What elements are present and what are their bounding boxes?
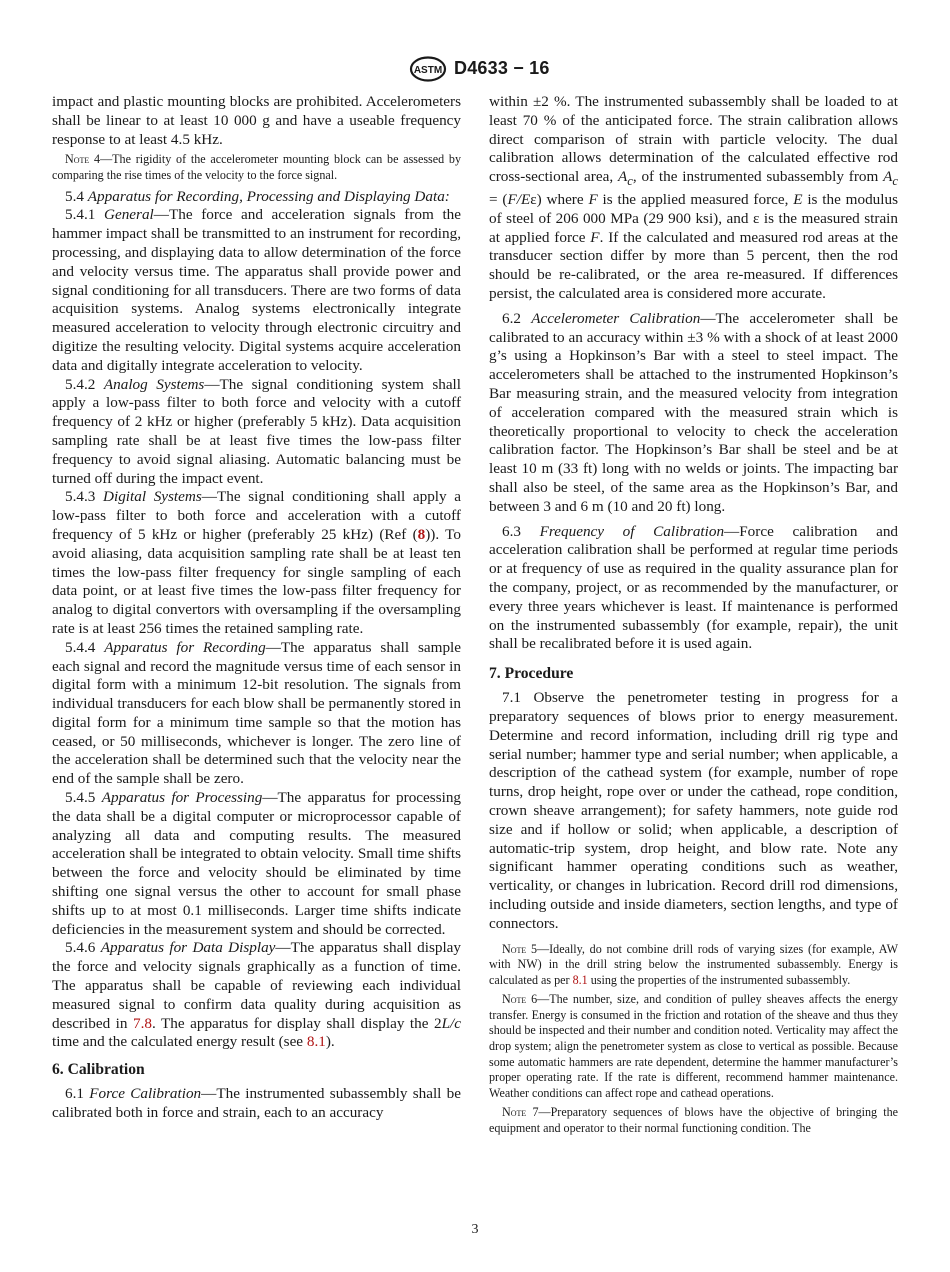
svg-text:ASTM: ASTM [413, 65, 443, 76]
section-5-4: 5.4 Apparatus for Recording, Processing and Displaying Data: [65, 187, 450, 205]
reference-link-8[interactable]: 8 [417, 525, 426, 543]
page-header [0, 56, 950, 86]
section-5-4-2: 5.4.2 Analog Systems—The signal conditioning system shall apply a low-pass filter to both force and velocity with a cutoff frequency of 2 kHz or higher (preferably 5 kHz). Data acquisition sampling rate shall be at least five times the low-pass filter frequency to avoid signal aliasing. Automatic balancing must be turned off during the impact event. [52, 375, 462, 487]
section-5-4-1: 5.4.1 General—The force and acceleration signals from the hammer impact shall be transmitted to an instrument for recording, processing, and displaying data to allow determination of the force and velocity versus time. The apparatus shall provide power and signal conditioning for all transducers. There are two forms of data acquisition systems. Analog systems electronically integrate measured acceleration to velocity through electronic circuitry and digitize the resulting velocity. Digital systems acquire acceleration data and digitally integrate acceleration to velocity. [52, 206, 461, 374]
section-5-4-3: 5.4.3 Digital Systems—The signal conditioning shall apply a low-pass filter to both force and acceleration with a cutoff frequency of 5 kHz or higher (preferably 25 kHz) (Ref (8)). To avoid aliasing, data acquisition sampling rate shall be at least ten times the low-pass filter frequency for single sampling of each data point, or at least five times the low-pass filter frequency for analog to digital convertors with oversampling if the oversampling rate is at least 256 times the retained sampling rate. [52, 488, 461, 637]
section-6-3: 6.3 Frequency of Calibration—Force calibration and acceleration calibration shall be performed at regular time periods or at frequency of use as required in the quality assurance plan for the company, project, or as recommended by the manufacturer, or every three years whichever is least. If maintenance is performed on the instrumented subassembly (for example, repair), the unit shall be recalibrated before it is used again. [489, 522, 899, 653]
cross-reference-8-1[interactable]: 8.1 [572, 972, 588, 987]
section-5-4-6: 5.4.6 Apparatus for Data Display—The apparatus shall display the force and velocity signals graphically as a function of time. The apparatus shall be capable of reviewing each individual measured signal to confirm data quality during acquisition as described in 7.8. The apparatus for display shall display the 2L/c time and the calculated energy result (see 8.1). [52, 939, 462, 1051]
astm-logo [408, 56, 448, 82]
section-6-1: 6.1 Force Calibration—The instrumented subassembly shall be calibrated both in force and strain, each to an accuracy [52, 1085, 461, 1122]
note-5: Note 5—Ideally, do not combine drill rods of varying sizes (for example, AW with NW) in the drill string below the instrumented subassembly. Energy is calculated as per 8.1 using the properties of the instrumented subassembly. [489, 941, 898, 987]
note-4: Note 4—The rigidity of the accelerometer mounting block can be assessed by comparing the rise times of the velocity to the force signal. [52, 152, 461, 182]
paragraph-continued: impact and plastic mounting blocks are prohibited. Accelerometers shall be linear to at least 10 000 g and have a useable frequency response to at least 4.5 kHz. [52, 93, 461, 148]
left-column [52, 93, 461, 1123]
paragraph-continued-6-1: within ±2 %. The instrumented subassembly shall be loaded to at least 70 % of the anticipated force. The strain calibration allows direct comparison of strain with particle velocity. The dual calibration allows determination of the calculated effective rod cross-sectional area, $A_c$, of the instrumented subassembly from $A_c = (F/E\varepsilon)$ where F is the applied measured force, E is the modulus of steel of 206 000 MPa (29 900 ksi), and ε is the measured strain at applied force F. If the calculated and measured rod areas at the transducer section differ by more than 5 percent, then the rod should be re-calibrated, or the area re-measured. If differences persist, the calculated area is considered more accurate. [489, 93, 898, 302]
note-7: Note 7—Preparatory sequences of blows have the objective of bringing the equipment and operator to their normal functioning condition. The [489, 1105, 898, 1136]
section-5-4-4: 5.4.4 Apparatus for Recording—The apparatus shall sample each signal and record the magnitude versus time of each sensor in digital form with a minimum 12-bit resolution. The signals from individual transducers for each blow shall be permanently stored in digital form for a minimum time sample so that the motion has ceased, or 50 milliseconds, whichever is longer. The zero line of the acceleration shall be determined such that the velocity near the end of the sample shall be zero. [52, 638, 461, 788]
cross-reference-7-8[interactable]: 7.8 [133, 1014, 152, 1032]
section-5-4-5: 5.4.5 Apparatus for Processing—The apparatus for processing the data shall be a digital computer or microprocessor capable of analyzing all data and computing results. The measured acceleration shall be integrated to obtain velocity. Small time shifts between the force and velocity should be eliminated by time shifting one signal versus the other to account for small phase shifts up to at most 0.1 milliseconds. Larger time shifts indicate deficiencies in the measurement system and should be corrected. [52, 789, 462, 938]
cross-reference-8-1[interactable]: 8.1 [306, 1033, 326, 1051]
section-7-1: 7.1 Observe the penetrometer testing in progress for a preparatory sequences of blows prior to energy measurement. Determine and record information, including drill rig type and serial number; hammer type and serial number; when applicable, a description of the cathead system (for example, number of rope turns, drop height, rope over or under the cathead, rope condition, crown sheave arrangement); for safety hammers, note guide rod size and if hollow or solid; when applicable, a description of automatic-trip system, drop height, and blow rate. Note any significant hammer operating conditions such as weather, verticality, or changes in lubrication. Record drill rod dimensions, including outside and inside diameters, section lengths, and type of connectors. [489, 689, 899, 932]
page-number: 3 [471, 1222, 479, 1237]
section-6-2: 6.2 Accelerometer Calibration—The accelerometer shall be calibrated to an accuracy within ±3 % with a shock of at least 2000 g’s using a Hopkinson’s Bar with a steel to steel impact. The accelerometers shall be attached to the instrumented Hopkinson’s Bar measuring strain, and the measured velocity from integration of acceleration compared with the measured strain which is theoretically proportional to velocity to check the acceleration calibration factor. The Hopkinson’s Bar shall be steel and be at least 10 m (33 ft) long with no welds or joints. The impacting bar shall also be steel, of the same area as the Hopkinson’s Bar, and between 3 and 6 m (10 and 20 ft) long. [489, 309, 898, 515]
document-designation: D4633 − 16 [454, 58, 550, 78]
section-6-heading: 6. Calibration [52, 1061, 145, 1079]
right-column [489, 93, 898, 1137]
section-7-heading: 7. Procedure [489, 665, 574, 683]
note-6: Note 6—The number, size, and condition of pulley sheaves affects the energy transfer. Energy is consumed in the friction and rotation of the sheave and thus they should be inspected and their number and condition noted. Verticality may affect the drop system; align the penetrometer system as close to vertical as possible. Because some automatic hammers are rate dependent, determine the hammer manufacturer’s proper operating rate. If the rate is different, recommend hammer maintenance. Weather conditions can affect rope and cathead operations. [489, 992, 898, 1100]
